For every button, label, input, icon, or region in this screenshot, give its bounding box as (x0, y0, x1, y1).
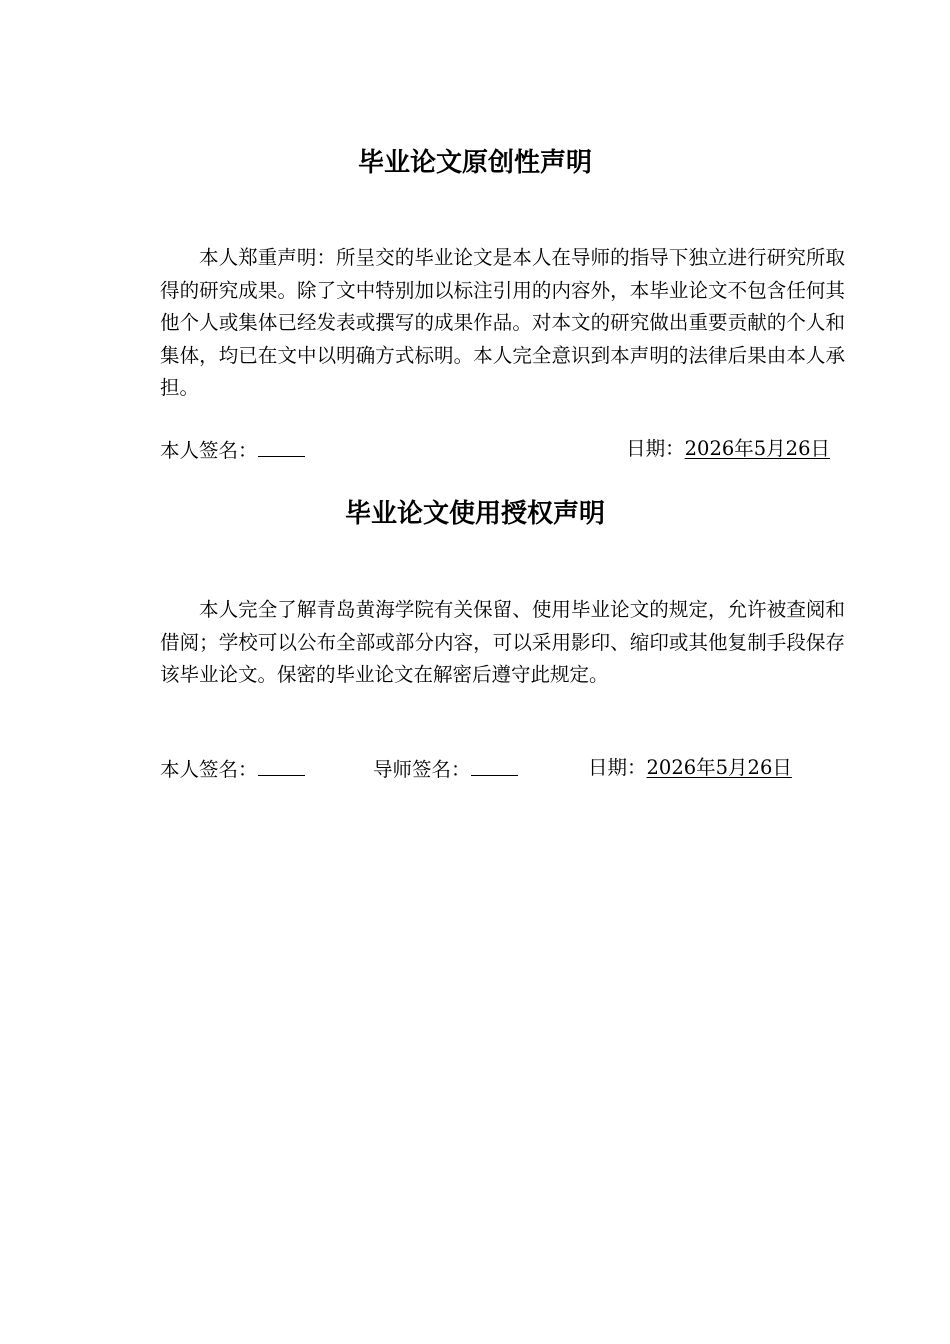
advisor-signature-blank[interactable] (471, 753, 518, 776)
originality-body: 本人郑重声明：所呈交的毕业论文是本人在导师的指导下独立进行研究所取得的研究成果。除了文中特别加以标注引用的内容外，本毕业论文不包含任何其他个人或集体已经发表或撰写的成果作品。对本文的研究做出重要贡献的个人和集体，均已在文中以明确方式标明。本人完全意识到本声明的法律后果由本人承担。 (160, 246, 845, 399)
originality-date-value: 2026年5月26日 (684, 437, 830, 460)
originality-signature-label: 本人签名： (160, 439, 258, 462)
originality-signature-blank[interactable] (258, 434, 305, 457)
authorization-date-value: 2026年5月26日 (646, 756, 792, 779)
originality-date-field (626, 434, 830, 464)
authorization-signature-row (160, 753, 830, 783)
advisor-signature-label: 导师签名： (373, 758, 471, 781)
authorization-signature-blank[interactable] (258, 753, 305, 776)
originality-signature-row (160, 434, 830, 464)
authorization-body: 本人完全了解青岛黄海学院有关保留、使用毕业论文的规定，允许被查阅和借阅；学校可以公布全部或部分内容，可以采用影印、缩印或其他复制手段保存该毕业论文。保密的毕业论文在解密后遵守此规定。 (160, 598, 845, 686)
advisor-signature-field (373, 753, 518, 785)
authorization-signature-label: 本人签名： (160, 758, 258, 781)
authorization-signature-field (160, 753, 305, 785)
originality-signature-field (160, 434, 305, 466)
originality-date-label: 日期： (626, 437, 685, 460)
authorization-date-field (588, 753, 792, 783)
authorization-title: 毕业论文使用授权声明 (344, 499, 605, 529)
originality-title: 毕业论文原创性声明 (357, 148, 592, 178)
authorization-date-label: 日期： (588, 756, 647, 779)
